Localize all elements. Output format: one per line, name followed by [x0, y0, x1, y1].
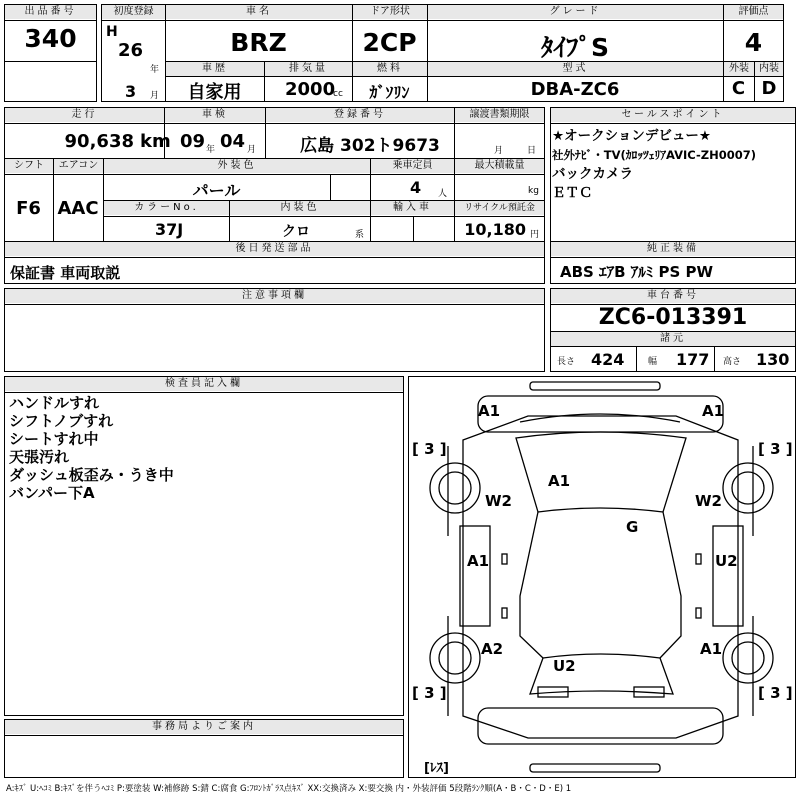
specs-header: 諸元 — [551, 332, 795, 346]
deadline-day-unit: 日 — [527, 146, 537, 156]
damage-front-right: A1 — [702, 402, 725, 420]
fuel-header: 燃料 — [353, 62, 427, 76]
sales-points-header: セールスポイント — [551, 108, 795, 122]
import-header: 輸入車 — [371, 201, 454, 215]
sales-point-item: 社外ﾅﾋﾞ・TV(ｶﾛｯﾂｪﾘｱAVIC-ZH0007) — [552, 148, 757, 162]
sales-point-item: ＥＴＣ — [552, 185, 593, 201]
length: 424 — [591, 350, 625, 369]
damage-left-front-count: [ 3 ] — [412, 440, 447, 458]
genuine-equipment-header: 純正装備 — [551, 242, 795, 256]
displacement-header: 排気量 — [265, 62, 352, 76]
color-no-header: カラーNo. — [104, 201, 229, 215]
damage-front-left: A1 — [478, 402, 501, 420]
exterior-grade-header: 外装 — [724, 62, 754, 76]
history: 自家用 — [187, 82, 242, 103]
damage-right-front-count: [ 3 ] — [758, 440, 793, 458]
sales-points-list — [552, 127, 795, 203]
damage-left-door: A1 — [467, 552, 490, 570]
notes-header: 注意事項欄 — [5, 289, 544, 303]
mileage-unit: km — [140, 131, 171, 152]
damage-roof: G — [626, 518, 639, 536]
transfer-docs-header: 譲渡書類期限 — [455, 108, 544, 122]
damage-rear-note: [ﾚｽ] — [424, 761, 449, 776]
width-label: 幅 — [648, 357, 658, 367]
registration-year: 26 — [118, 40, 144, 61]
capacity-header: 乗車定員 — [371, 159, 454, 173]
deferred-parts-header: 後日発送部品 — [5, 242, 544, 256]
grade-header: グレード — [428, 5, 723, 19]
door-type: 2CP — [362, 28, 417, 57]
car-diagram — [408, 376, 796, 778]
inspection-year: 09 — [180, 131, 206, 152]
inspection-month: 04 — [220, 131, 246, 152]
shift: F6 — [16, 198, 41, 219]
damage-left-front-wheel: W2 — [485, 492, 512, 510]
inspection-month-unit: 月 — [247, 145, 257, 155]
damage-hood: A1 — [548, 472, 571, 490]
recycle-header: リサイクル預託金 — [455, 201, 544, 215]
interior-color: クロ — [282, 224, 310, 240]
model-code-header: 型式 — [428, 62, 723, 76]
inspector-note: シフトノブすれ — [9, 412, 114, 430]
interior-color-suffix: 系 — [355, 230, 365, 240]
width: 177 — [676, 350, 710, 369]
score: 4 — [744, 28, 763, 57]
displacement: 2000 — [285, 79, 336, 100]
registration-number-header: 登録番号 — [266, 108, 454, 122]
door-type-header: ドア形状 — [353, 5, 427, 19]
sales-point-item: ★オークションデビュー★ — [552, 128, 711, 144]
sales-point-item: バックカメラ — [552, 166, 633, 182]
aircon: AAC — [57, 198, 99, 219]
chassis-number: ZC6-013391 — [598, 305, 748, 330]
registration-month: 3 — [125, 82, 137, 101]
inspection-header: 車検 — [165, 108, 265, 122]
max-load-unit: kg — [528, 186, 539, 196]
lot-number-header: 出品番号 — [5, 5, 96, 19]
damage-right-door: U2 — [715, 552, 738, 570]
inspection-year-unit: 年 — [206, 145, 216, 155]
damage-right-front-wheel: W2 — [695, 492, 722, 510]
history-header: 車歴 — [166, 62, 264, 76]
length-label: 長さ — [557, 357, 576, 367]
damage-legend: A:ｷｽﾞ U:ﾍｺﾐ B:ｷｽﾞを伴うﾍｺﾐ P:要塗装 W:補修跡 S:錆 C:腐食 G:ﾌﾛﾝﾄｶﾞﾗｽ点ｷｽﾞ XX:交換済み X:要交換 内・外装評価 5段階ﾗﾝｸ順(A・B・C・D・E) 1 — [6, 784, 572, 794]
year-unit: 年 — [150, 65, 160, 75]
mileage: 90,638 — [64, 131, 134, 152]
inspector-notes-list — [9, 394, 174, 502]
capacity-unit: 人 — [438, 189, 448, 199]
height-label: 高さ — [723, 357, 742, 367]
inspector-note: シートすれ中 — [9, 430, 99, 448]
chassis-number-header: 車台番号 — [551, 289, 795, 303]
damage-right-rear-count: [ 3 ] — [758, 684, 793, 702]
recycle-deposit: 10,180 — [464, 220, 526, 239]
inspector-note: 天張汚れ — [9, 448, 70, 466]
displacement-unit: cc — [333, 89, 343, 99]
inspector-notes-header: 検査員記入欄 — [5, 377, 403, 391]
mileage-header: 走行 — [5, 108, 164, 122]
aircon-header: エアコン — [54, 159, 103, 173]
inspector-note: ダッシュ板歪み・うき中 — [9, 466, 174, 484]
capacity: 4 — [410, 178, 422, 197]
exterior-color-header: 外装色 — [104, 159, 370, 173]
exterior-grade: C — [731, 78, 746, 99]
damage-left-rear-wheel: A2 — [481, 640, 504, 658]
first-registration-header: 初度登録 — [102, 5, 165, 19]
damage-right-rear-wheel: A1 — [700, 640, 723, 658]
inspector-note: ハンドルすれ — [9, 394, 100, 412]
exterior-color: パール — [192, 181, 241, 200]
interior-grade: D — [761, 78, 777, 99]
damage-trunk: U2 — [553, 657, 576, 675]
grade: ﾀｲﾌﾟS — [540, 33, 609, 62]
model-code: DBA-ZC6 — [530, 79, 620, 100]
deferred-parts: 保証書 車両取説 — [10, 264, 121, 282]
genuine-equipment: ABS ｴｱB ｱﾙﾐ PS PW — [560, 263, 714, 281]
damage-left-rear-count: [ 3 ] — [412, 684, 447, 702]
fuel: ｶﾞｿﾘﾝ — [369, 83, 410, 102]
shift-header: シフト — [5, 159, 53, 173]
color-no: 37J — [155, 220, 184, 239]
car-name-header: 車名 — [166, 5, 352, 19]
month-unit: 月 — [150, 91, 160, 101]
registration-number: 広島 302ト9673 — [300, 136, 440, 156]
interior-color-header: 内装色 — [230, 201, 370, 215]
height: 130 — [756, 350, 790, 369]
max-load-header: 最大積載量 — [455, 159, 544, 173]
office-info-header: 事務局よりご案内 — [5, 720, 403, 734]
deadline-month-unit: 月 — [494, 146, 504, 156]
car-name: BRZ — [230, 28, 287, 57]
era-mark: H — [106, 24, 118, 40]
score-header: 評価点 — [724, 5, 783, 19]
inspector-note: バンパー下A — [9, 484, 95, 502]
interior-grade-header: 内装 — [755, 62, 783, 76]
recycle-unit: 円 — [530, 230, 540, 240]
lot-number: 340 — [24, 24, 77, 53]
